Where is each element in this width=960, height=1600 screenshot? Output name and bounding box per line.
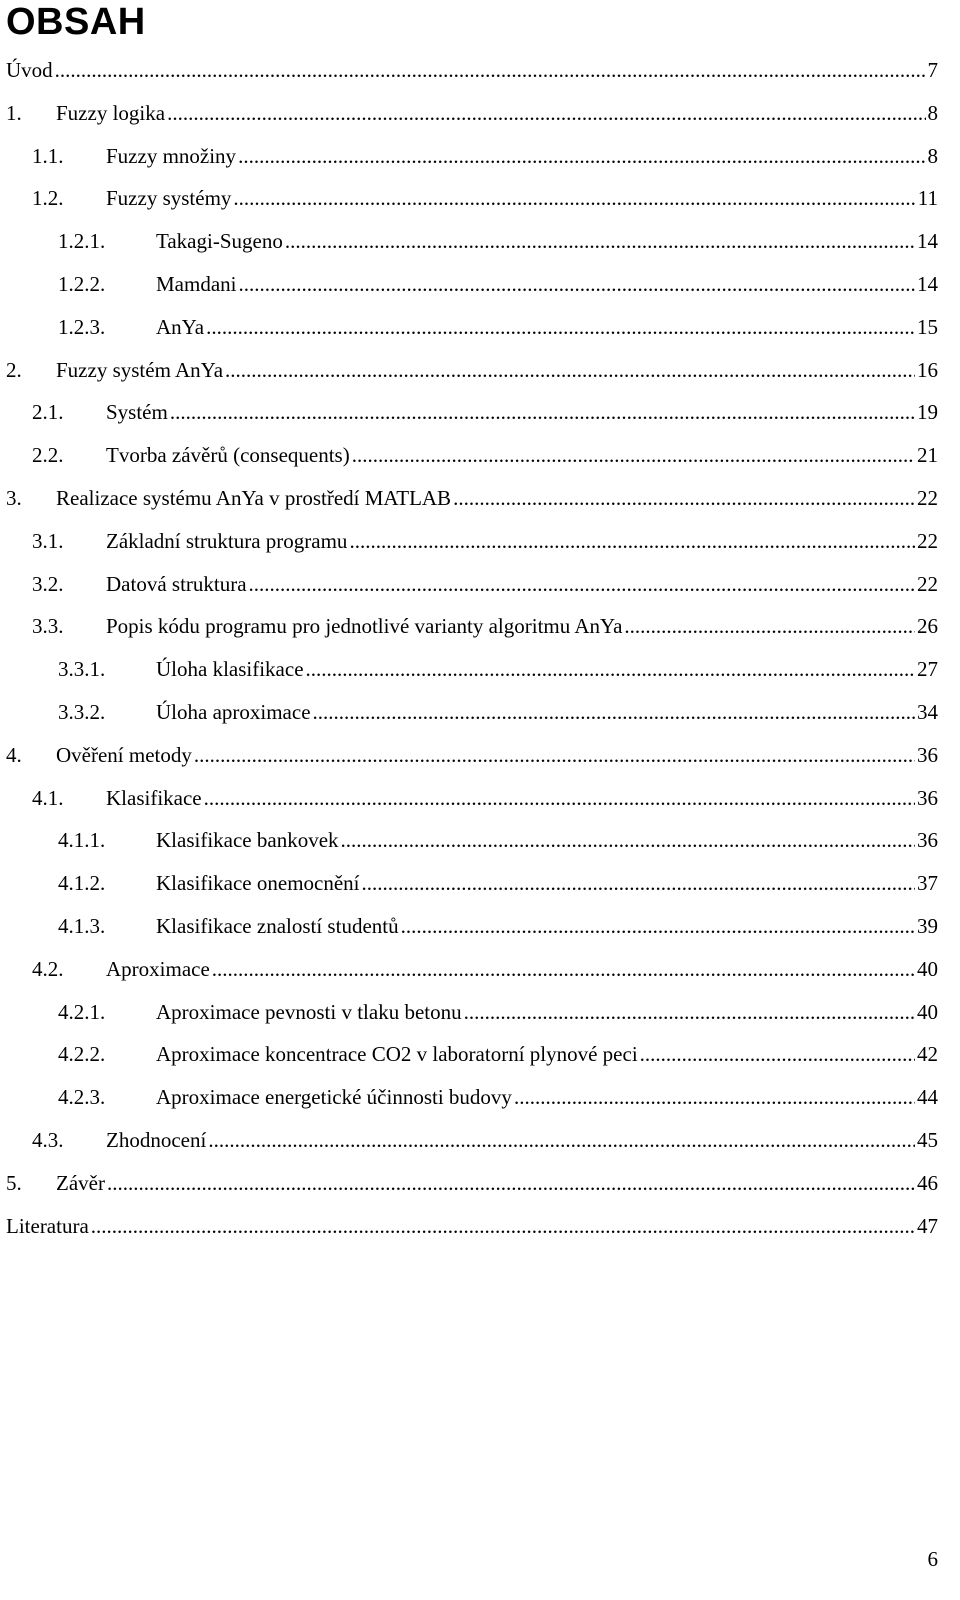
toc-entry-label: Literatura [6,1213,89,1238]
toc-entry-page: 36 [917,742,938,767]
toc-entry-number: 2.2. [32,443,64,468]
toc-entry-page: 19 [917,400,938,425]
dot-leader [362,868,916,898]
toc-entry-label: Aproximace [106,956,210,981]
toc-entry-number: 5. [6,1170,22,1195]
toc-entry[interactable] [6,569,938,599]
toc-entry-number: 4.2.3. [58,1085,106,1110]
toc-entry-label: Aproximace koncentrace CO2 v laboratorní plynové peci [156,1042,638,1067]
dot-leader [624,611,915,641]
dot-leader [107,1168,915,1198]
dot-leader [208,1125,915,1155]
toc-entry-label: Základní struktura programu [106,528,348,553]
toc-entry-number: 3.3.2. [58,700,106,724]
toc-entry-number: 4.1.2. [58,871,106,896]
toc-entry[interactable] [6,1211,938,1241]
toc-entry-label: Aproximace energetické účinnosti budovy [156,1085,512,1110]
toc-entry-page: 22 [917,571,938,596]
toc-entry[interactable] [6,55,938,85]
toc-entry-label: Fuzzy logika [56,100,166,125]
dot-leader [640,1039,915,1069]
toc-entry-page: 8 [927,100,938,125]
dot-leader [233,183,915,213]
toc-entry[interactable] [6,911,938,941]
toc-entry-page: 26 [917,614,938,639]
toc-entry-page: 8 [927,143,938,168]
toc-entry[interactable] [6,355,938,385]
dot-leader [313,697,915,727]
dot-leader [514,1082,915,1112]
toc-entry-number: 1.2. [32,186,64,211]
toc-entry-page: 22 [917,528,938,553]
toc-entry-label: Úvod [6,58,53,82]
toc-entry[interactable] [6,141,938,171]
toc-entry-label: Popis kódu programu pro jednotlivé varianty algoritmu AnYa [106,614,623,639]
toc-entry-label: Fuzzy systémy [106,186,232,211]
dot-leader [352,440,915,470]
toc-entry-page: 40 [917,999,938,1024]
toc-entry-number: 1.2.2. [58,272,106,296]
dot-leader [349,526,915,556]
toc-entry-page: 14 [917,272,938,296]
toc-entry-label: Klasifikace onemocnění [156,871,360,896]
toc-entry[interactable] [6,440,938,470]
toc-entry[interactable] [6,868,938,898]
toc-entry-page: 36 [917,785,938,810]
toc-entry-number: 1.2.3. [58,314,106,339]
toc-entry[interactable] [6,1039,938,1069]
toc-entry[interactable] [6,783,938,813]
toc-entry-label: Aproximace pevnosti v tlaku betonu [156,999,462,1024]
dot-leader [212,954,915,984]
toc-entry[interactable] [6,1082,938,1112]
toc-entry-label: Ověření metody [56,742,192,767]
dot-leader [249,569,915,599]
toc-entry[interactable] [6,697,938,727]
dot-leader [238,269,915,299]
toc-entry-label: Fuzzy množiny [106,143,237,168]
toc-entry-number: 4.2. [32,956,64,981]
dot-leader [170,397,915,427]
toc-entry-page: 39 [917,914,938,938]
dot-leader [306,654,915,684]
toc-entry-number: 2.1. [32,400,64,425]
toc-entry-page: 42 [917,1042,938,1067]
toc-entry-label: Fuzzy systém AnYa [56,357,224,382]
toc-entry-number: 3. [6,486,22,510]
dot-leader [91,1211,915,1241]
toc-entry[interactable] [6,740,938,770]
toc-entry-number: 4.1.1. [58,828,106,853]
dot-leader [204,783,915,813]
toc-entry[interactable] [6,183,938,213]
toc-entry-page: 11 [917,186,938,211]
toc-entry[interactable] [6,312,938,342]
toc-entry-number: 3.3. [32,614,64,639]
toc-entry-number: 4.2.2. [58,1042,106,1067]
toc-entry[interactable] [6,98,938,128]
toc-entry-label: Datová struktura [106,571,247,596]
toc-entry[interactable] [6,611,938,641]
toc-entry-number: 3.1. [32,528,64,553]
dot-leader [167,98,925,128]
toc-entry-number: 3.3.1. [58,657,106,682]
toc-entry-page: 46 [917,1170,938,1195]
toc-entry-number: 3.2. [32,571,64,596]
toc-entry-page: 47 [917,1213,938,1238]
toc-entry[interactable] [6,397,938,427]
toc-entry-page: 21 [917,443,938,468]
toc-entry-number: 4.1. [32,785,64,810]
toc-entry-page: 16 [917,357,938,382]
toc-entry-number: 4.3. [32,1128,64,1152]
toc-entry-number: 2. [6,357,22,382]
toc-entry-label: Takagi-Sugeno [156,229,283,254]
toc-entry[interactable] [6,654,938,684]
toc-entry-page: 40 [917,956,938,981]
toc-entry[interactable] [6,1125,938,1155]
toc-entry-label: Úloha aproximace [156,700,311,724]
dot-leader [401,911,915,941]
toc-entry-label: Klasifikace bankovek [156,828,339,853]
toc-entry-number: 4. [6,742,22,767]
toc-entry[interactable] [6,526,938,556]
toc-entry-label: Realizace systému AnYa v prostředí MATLAB [56,486,452,510]
dot-leader [285,226,915,256]
toc-entry-page: 44 [917,1085,938,1110]
dot-leader [341,825,915,855]
toc-entry[interactable] [6,825,938,855]
toc-entry-label: Klasifikace [106,785,202,810]
toc-entry-number: 1.2.1. [58,229,106,254]
toc-entry-label: Mamdani [156,272,237,296]
toc-entry-page: 7 [927,58,938,82]
dot-leader [194,740,915,770]
toc-entry-page: 14 [917,229,938,254]
toc-entry-number: 1.1. [32,143,64,168]
toc-entry[interactable] [6,997,938,1027]
toc-entry-label: Tvorba závěrů (consequents) [106,443,350,468]
toc-entry[interactable] [6,483,938,513]
toc-entry-label: Systém [106,400,168,425]
toc-entry-label: Klasifikace znalostí studentů [156,914,399,938]
toc-entry-page: 27 [917,657,938,682]
toc-entry[interactable] [6,226,938,256]
toc-entry-number: 4.2.1. [58,999,106,1024]
dot-leader [238,141,925,171]
dot-leader [55,55,926,85]
toc-entry[interactable] [6,269,938,299]
dot-leader [206,312,915,342]
toc-entry-page: 15 [917,314,938,339]
page-number: 6 [927,1547,938,1571]
dot-leader [225,355,915,385]
toc-entry[interactable] [6,1168,938,1198]
page-title: OBSAH [6,1,146,43]
toc-entry-label: AnYa [156,314,205,339]
toc-entry-number: 1. [6,100,22,125]
toc-entry-page: 22 [917,486,938,510]
toc-entry-label: Úloha klasifikace [156,657,304,682]
toc-entry[interactable] [6,954,938,984]
toc-entry-number: 4.1.3. [58,914,106,938]
dot-leader [453,483,915,513]
dot-leader [464,997,915,1027]
toc-entry-label: Závěr [56,1170,105,1195]
toc-entry-page: 34 [917,700,938,724]
toc-entry-label: Zhodnocení [106,1128,207,1152]
toc-entry-page: 37 [917,871,938,896]
toc-entry-page: 36 [917,828,938,853]
toc-entry-page: 45 [917,1128,938,1152]
